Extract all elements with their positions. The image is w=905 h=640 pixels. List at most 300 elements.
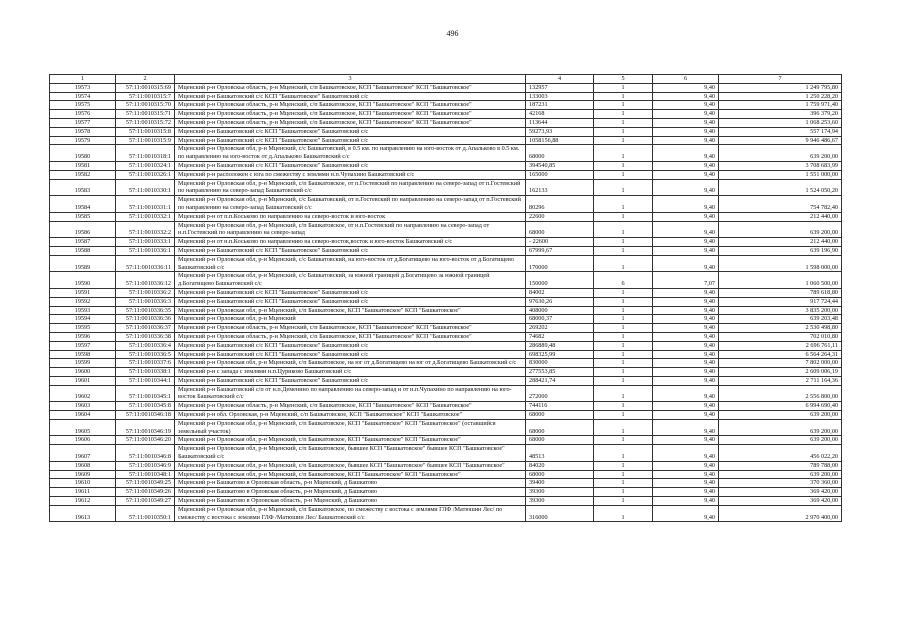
cadastral-value: 1 068 253,60 <box>719 118 842 127</box>
table-row <box>50 324 842 333</box>
cadastral-value: 212 440,00 <box>719 238 842 247</box>
area-value: 744116 <box>526 402 594 411</box>
area-value: 170000 <box>526 255 594 272</box>
row-number: 19575 <box>50 101 116 110</box>
cadastral-value: 396 379,20 <box>719 110 842 119</box>
count-value: 1 <box>594 170 653 179</box>
area-value: - 22600 <box>526 238 594 247</box>
cadastral-number: 57:11:0010333:1 <box>116 238 175 247</box>
column-header: 7 <box>719 75 842 84</box>
row-number: 19579 <box>50 136 116 145</box>
area-value: 277553,85 <box>526 368 594 377</box>
count-value: 1 <box>594 136 653 145</box>
count-value: 1 <box>594 385 653 402</box>
specific-value: 9,40 <box>653 497 719 506</box>
count-value: 1 <box>594 101 653 110</box>
location-description: Мценский р-н Башкатово в Орловская область, р-н Мценский, д Башкатово <box>175 488 526 497</box>
cadastral-number: 57:11:0010336:35 <box>116 306 175 315</box>
table-row <box>50 272 842 289</box>
specific-value: 9,40 <box>653 332 719 341</box>
table-row <box>50 332 842 341</box>
area-value: 162133 <box>526 179 594 196</box>
row-number: 19601 <box>50 376 116 385</box>
specific-value: 9,40 <box>653 376 719 385</box>
table-row <box>50 419 842 436</box>
table-row <box>50 359 842 368</box>
count-value: 1 <box>594 402 653 411</box>
column-header: 3 <box>175 75 526 84</box>
row-number: 19603 <box>50 402 116 411</box>
count-value: 1 <box>594 368 653 377</box>
cadastral-value: 789 788,00 <box>719 461 842 470</box>
row-number: 19608 <box>50 461 116 470</box>
cadastral-value: 1 598 000,00 <box>719 255 842 272</box>
cadastral-value-table <box>49 74 842 522</box>
cadastral-value: 1 759 971,40 <box>719 101 842 110</box>
table-row <box>50 376 842 385</box>
location-description: Мценский р-н Орловская обл, р-н Мценский, с/с Башкатовский, от п.Гостевский по направлению на северо-запад от п.Гостевский по направлению на северо-запад Башкатовский с/с <box>175 196 526 213</box>
cadastral-number: 57:11:0010315:69 <box>116 83 175 92</box>
area-value: 394540,85 <box>526 161 594 170</box>
cadastral-number: 57:11:0010348:1 <box>116 470 175 479</box>
location-description: Мценский р-н Башкатовский с/с КСП "Башкатовское" Башкатовский с/с <box>175 136 526 145</box>
cadastral-number: 57:11:0010336:5 <box>116 350 175 359</box>
specific-value: 9,40 <box>653 341 719 350</box>
count-value: 1 <box>594 179 653 196</box>
location-description: Мценский р-н Башкатовский с/с КСП "Башкатовское" Башкатовский с/с <box>175 297 526 306</box>
table-row <box>50 118 842 127</box>
table-row <box>50 470 842 479</box>
cadastral-value: 754 782,40 <box>719 196 842 213</box>
location-description: Мценский р-н Орловская обл, р-н Мценский, с/п Башкатовское, бывшее КСП "Башкатовское" бывшее КСП "Башкатовское" Башкатовский с/с <box>175 445 526 462</box>
specific-value: 9,40 <box>653 110 719 119</box>
cadastral-number: 57:11:0010336:37 <box>116 324 175 333</box>
row-number: 19598 <box>50 350 116 359</box>
count-value: 1 <box>594 145 653 162</box>
cadastral-value: 639 196,90 <box>719 246 842 255</box>
row-number: 19585 <box>50 212 116 221</box>
cadastral-number: 57:11:0010346:20 <box>116 436 175 445</box>
column-header: 2 <box>116 75 175 84</box>
row-number: 19605 <box>50 419 116 436</box>
location-description: Мценский р-н Башкатово в Орловская область, р-н Мценский, д Башкатово <box>175 497 526 506</box>
cadastral-value: 1 551 000,00 <box>719 170 842 179</box>
count-value: 1 <box>594 359 653 368</box>
count-value: 1 <box>594 350 653 359</box>
row-number: 19573 <box>50 83 116 92</box>
table-row <box>50 255 842 272</box>
table-row <box>50 505 842 522</box>
cadastral-value: 369 420,00 <box>719 497 842 506</box>
row-number: 19606 <box>50 436 116 445</box>
count-value: 1 <box>594 297 653 306</box>
specific-value: 9,40 <box>653 221 719 238</box>
area-value: 68000 <box>526 221 594 238</box>
location-description: Мценский р-н Башкатовский с/с КСП "Башкатовское" Башкатовский с/с <box>175 376 526 385</box>
table-row <box>50 445 842 462</box>
cadastral-number: 57:11:0010345:1 <box>116 385 175 402</box>
area-value: 165000 <box>526 170 594 179</box>
cadastral-number: 57:11:0010346:19 <box>116 419 175 436</box>
location-description: Мценский р-н Орловская обл, р-н Мценский, с/п Башкатовское, КСП "Башкатовское" КСП "Башкатовское" <box>175 470 526 479</box>
specific-value: 9,40 <box>653 127 719 136</box>
area-value: 1058156,88 <box>526 136 594 145</box>
cadastral-value: 2 530 498,80 <box>719 324 842 333</box>
count-value: 1 <box>594 505 653 522</box>
cadastral-number: 57:11:0010332:1 <box>116 212 175 221</box>
cadastral-number: 57:11:0010344:1 <box>116 376 175 385</box>
specific-value: 9,40 <box>653 505 719 522</box>
table-row <box>50 288 842 297</box>
area-value: 698325,99 <box>526 350 594 359</box>
table-row <box>50 497 842 506</box>
specific-value: 9,40 <box>653 488 719 497</box>
count-value: 1 <box>594 161 653 170</box>
row-number: 19582 <box>50 170 116 179</box>
location-description: Мценский р-н Орловская обл, р-н Мценский, с/п Башкатовское, от п.Гостевский по направлению на северо-запад от п.Гостевский по направлению на северо-запад Башкатовский с/с <box>175 179 526 196</box>
page-number: 496 <box>446 29 459 38</box>
cadastral-number: 57:11:0010350:1 <box>116 505 175 522</box>
table-row <box>50 411 842 420</box>
table-row <box>50 479 842 488</box>
cadastral-number: 57:11:0010336:38 <box>116 332 175 341</box>
cadastral-number: 57:11:0010331:1 <box>116 196 175 213</box>
location-description: Мценский р-н Орловская обл, р-н Мценский, с/п Башкатовское, КСП "Башкатовское" КСП "Башкатовское" <box>175 436 526 445</box>
specific-value: 9,40 <box>653 101 719 110</box>
row-number: 19574 <box>50 92 116 101</box>
table-row <box>50 101 842 110</box>
cadastral-number: 57:11:0010336:11 <box>116 255 175 272</box>
table-row <box>50 170 842 179</box>
column-header: 5 <box>594 75 653 84</box>
row-number: 19600 <box>50 368 116 377</box>
count-value: 1 <box>594 255 653 272</box>
count-value: 1 <box>594 497 653 506</box>
count-value: 6 <box>594 272 653 289</box>
location-description: Мценский р-н Орловская область, р-н Мценский, с/п Башкатовское, КСП "Башкатовское" КСП "Башкатовское" <box>175 402 526 411</box>
area-value: 42168 <box>526 110 594 119</box>
specific-value: 9,40 <box>653 118 719 127</box>
count-value: 1 <box>594 332 653 341</box>
area-value: 68000 <box>526 436 594 445</box>
table-row <box>50 297 842 306</box>
count-value: 1 <box>594 445 653 462</box>
cadastral-value: 1 524 050,20 <box>719 179 842 196</box>
location-description: Мценский р-н Орловская область, р-н Мценский, с/п Башкатовское, КСП "Башкатовское" КСП "Башкатовское" <box>175 118 526 127</box>
area-value: 80296 <box>526 196 594 213</box>
area-value: 286889,48 <box>526 341 594 350</box>
count-value: 1 <box>594 92 653 101</box>
count-value: 1 <box>594 110 653 119</box>
table-row <box>50 145 842 162</box>
specific-value: 9,40 <box>653 470 719 479</box>
count-value: 1 <box>594 341 653 350</box>
specific-value: 9,40 <box>653 385 719 402</box>
cadastral-value: 2 711 164,36 <box>719 376 842 385</box>
location-description: Мценский р-н Орловская обл, р-н Мценский <box>175 315 526 324</box>
table-row <box>50 221 842 238</box>
table-row <box>50 127 842 136</box>
cadastral-value: 639 200,00 <box>719 411 842 420</box>
cadastral-value: 456 022,20 <box>719 445 842 462</box>
count-value: 1 <box>594 411 653 420</box>
location-description: Мценский р-н Орловскьа область, р-н Мценский, с/п Башкатовское, КСП "Башкатовское" КСП "Башкатовское" <box>175 83 526 92</box>
specific-value: 9,40 <box>653 255 719 272</box>
location-description: Мценский р-н Орловская обл, р-н Мценский, с/п Башкатовское, от н.п.Гостевский по направлению на северо-запад от н.п.Гостевский по направлению на северо-запад <box>175 221 526 238</box>
area-value: 269202 <box>526 324 594 333</box>
area-value: 133003 <box>526 92 594 101</box>
cadastral-number: 57:11:0010315:9 <box>116 136 175 145</box>
table-row <box>50 306 842 315</box>
location-description: Мценский р-н Башкатовский с/с КСП "Башкатовское" Башкатовский с/с <box>175 350 526 359</box>
table-row <box>50 246 842 255</box>
cadastral-value: 2 556 800,00 <box>719 385 842 402</box>
count-value: 1 <box>594 461 653 470</box>
specific-value: 9,40 <box>653 445 719 462</box>
specific-value: 9,40 <box>653 145 719 162</box>
specific-value: 9,40 <box>653 419 719 436</box>
cadastral-value: 639 200,00 <box>719 436 842 445</box>
cadastral-number: 57:11:0010336:12 <box>116 272 175 289</box>
table-row <box>50 385 842 402</box>
area-value: 68000 <box>526 411 594 420</box>
row-number: 19589 <box>50 255 116 272</box>
location-description: Мценский р-н Орловская область, р-н Мценский, с/п Башкатовское, КСП "Башкатовское" КСП "Башкатовское" <box>175 101 526 110</box>
cadastral-number: 57:11:0010336:2 <box>116 288 175 297</box>
cadastral-value: 2 696 761,11 <box>719 341 842 350</box>
location-description: Мценский р-н Орловская обл, р-н Мценский, с/п Башкатовское, КСП "Башкатовское" КСП "Башкатовское" <box>175 306 526 315</box>
specific-value: 9,40 <box>653 297 719 306</box>
specific-value: 9,40 <box>653 350 719 359</box>
row-number: 19590 <box>50 272 116 289</box>
location-description: Мценский р-н Орловская обл, р-н Мценский, с/п Башкатовское, по смежеству с востока с землями ГЛФ /Матюшин Лес/ по смежеству с востока с землями ГЛФ /Матюшин Лес/ Башкатовский с/с <box>175 505 526 522</box>
location-description: Мценский р-н с запада с землями н.п.Цуриково Башкатовский с/с <box>175 368 526 377</box>
location-description: Мценский р-н обл. Орловская, р-н Мценский, с/п Башкатовское, КСП "Башкатовское" КСП "Башкатовское" <box>175 411 526 420</box>
cadastral-number: 57:11:0010349:25 <box>116 479 175 488</box>
specific-value: 9,40 <box>653 179 719 196</box>
location-description: Мценский р-н Орловская обл, р-н Мценский, с/п Башкатовское, КСП "Башкатовское" КСП "Башкатовское" (оставшийся земельный участок) <box>175 419 526 436</box>
location-description: Мценский р-н Орловская обл, р-н Мценский, с/с Башкатовский, за южной границей д.Богатищево за южной границей д.Богатищево Башкатовский с/с <box>175 272 526 289</box>
table-row <box>50 461 842 470</box>
count-value: 1 <box>594 376 653 385</box>
specific-value: 9,40 <box>653 238 719 247</box>
row-number: 19607 <box>50 445 116 462</box>
cadastral-number: 57:11:0010337:6 <box>116 359 175 368</box>
area-value: 830000 <box>526 359 594 368</box>
location-description: Мценский р-н Орловская область, р-н Мценский, с/п Башкатовское, КСП "Башкатовское" КСП "Башкатовское" <box>175 110 526 119</box>
count-value: 1 <box>594 118 653 127</box>
table-row <box>50 350 842 359</box>
area-value: 48513 <box>526 445 594 462</box>
cadastral-number: 57:11:0010315:8 <box>116 127 175 136</box>
row-number: 19602 <box>50 385 116 402</box>
cadastral-value: 3 835 200,00 <box>719 306 842 315</box>
cadastral-number: 57:11:0010318:1 <box>116 145 175 162</box>
count-value: 1 <box>594 470 653 479</box>
table-header-row <box>50 75 842 84</box>
area-value: 316000 <box>526 505 594 522</box>
row-number: 19577 <box>50 118 116 127</box>
location-description: Мценский р-н Орловская обл, р-н Мценский, с/п Башкатовское, на юг от д.Богатищево на юг от д.Богатищево Башкатовский с/с <box>175 359 526 368</box>
cadastral-number: 57:11:0010315:71 <box>116 110 175 119</box>
cadastral-value: 639 200,00 <box>719 419 842 436</box>
count-value: 1 <box>594 127 653 136</box>
specific-value: 9,40 <box>653 436 719 445</box>
row-number: 19604 <box>50 411 116 420</box>
table-row <box>50 92 842 101</box>
location-description: Мценский р-н Башкатовский с/с КСП "Башкатовское" Башкатовский с/с <box>175 341 526 350</box>
area-value: 97630,26 <box>526 297 594 306</box>
location-description: Мценский р-н расположен с юга по смежеству с землями н.п.Чупахино Башкатовский с/с <box>175 170 526 179</box>
cadastral-value: 212 440,00 <box>719 212 842 221</box>
cadastral-value: 6 564 264,31 <box>719 350 842 359</box>
location-description: Мценский р-н Башкатовский с/с КСП "Башкатовское" Башкатовский с/с <box>175 161 526 170</box>
cadastral-number: 57:11:0010338:1 <box>116 368 175 377</box>
location-description: Мценский р-н от п.п.Коськово по направлению на северо-восток и юго-восток <box>175 212 526 221</box>
row-number: 19588 <box>50 246 116 255</box>
area-value: 39300 <box>526 488 594 497</box>
cadastral-value: 639 200,00 <box>719 221 842 238</box>
area-value: 39300 <box>526 497 594 506</box>
area-value: 39400 <box>526 479 594 488</box>
row-number: 19593 <box>50 306 116 315</box>
row-number: 19597 <box>50 341 116 350</box>
specific-value: 9,40 <box>653 324 719 333</box>
specific-value: 9,40 <box>653 315 719 324</box>
count-value: 1 <box>594 238 653 247</box>
table-row <box>50 368 842 377</box>
table-row <box>50 488 842 497</box>
area-value: 150000 <box>526 272 594 289</box>
area-value: 68000,37 <box>526 315 594 324</box>
row-number: 19578 <box>50 127 116 136</box>
specific-value: 9,40 <box>653 246 719 255</box>
row-number: 19576 <box>50 110 116 119</box>
location-description: Мценский р-н Орловская область, р-н Мценский, с/п Башкатовское, КСП "Башкатовское" КСП "Башкатовское" <box>175 324 526 333</box>
row-number: 19595 <box>50 324 116 333</box>
row-number: 19580 <box>50 145 116 162</box>
specific-value: 7,07 <box>653 272 719 289</box>
cadastral-number: 57:11:0010336:3 <box>116 297 175 306</box>
count-value: 1 <box>594 488 653 497</box>
specific-value: 9,40 <box>653 359 719 368</box>
specific-value: 9,40 <box>653 136 719 145</box>
cadastral-number: 57:11:0010315:7 <box>116 92 175 101</box>
table-row <box>50 315 842 324</box>
specific-value: 9,40 <box>653 368 719 377</box>
cadastral-number: 57:11:0010346:18 <box>116 411 175 420</box>
table-row <box>50 83 842 92</box>
table-row <box>50 402 842 411</box>
cadastral-value: 3 708 683,99 <box>719 161 842 170</box>
area-value: 272000 <box>526 385 594 402</box>
row-number: 19592 <box>50 297 116 306</box>
location-description: Мценский р-н Башкатовский с/с КСП "Башкатовское" Башкатовский с/с <box>175 127 526 136</box>
cadastral-number: 57:11:0010345:8 <box>116 402 175 411</box>
specific-value: 9,40 <box>653 479 719 488</box>
table-row <box>50 196 842 213</box>
cadastral-value: 369 420,00 <box>719 488 842 497</box>
location-description: Мценский р-н Башкатовский с/с КСП "Башкатовское" Башкатовский с/с <box>175 246 526 255</box>
row-number: 19599 <box>50 359 116 368</box>
count-value: 1 <box>594 288 653 297</box>
row-number: 19596 <box>50 332 116 341</box>
column-header: 1 <box>50 75 116 84</box>
area-value: 113644 <box>526 118 594 127</box>
specific-value: 9,40 <box>653 461 719 470</box>
cadastral-number: 57:11:0010349:26 <box>116 488 175 497</box>
table-row <box>50 238 842 247</box>
row-number: 19584 <box>50 196 116 213</box>
location-description: Мценский р-н Башкатовский с/п от н.п.Деменино по направлению на северо-запад и от н.п.Чупахино по направлению на юго-восток Башкатовский с/с <box>175 385 526 402</box>
cadastral-number: 57:11:0010336:36 <box>116 315 175 324</box>
table-row <box>50 436 842 445</box>
cadastral-value: 1 249 795,80 <box>719 83 842 92</box>
location-description: Мценский р-н Орловская обл, р-н Мценский, с/с Башкатовский, в 0.5 км. по направлению на юго-восток от д.Апальково в 0.5 км. по направлению на юго-восток от д.Апальково Башкатовский с/с <box>175 145 526 162</box>
specific-value: 9,40 <box>653 196 719 213</box>
cadastral-value: 789 618,80 <box>719 288 842 297</box>
row-number: 19594 <box>50 315 116 324</box>
cadastral-number: 57:11:0010332:2 <box>116 221 175 238</box>
cadastral-number: 57:11:0010346:8 <box>116 445 175 462</box>
table-row <box>50 341 842 350</box>
specific-value: 9,40 <box>653 402 719 411</box>
area-value: 132957 <box>526 83 594 92</box>
count-value: 1 <box>594 221 653 238</box>
row-number: 19609 <box>50 470 116 479</box>
specific-value: 9,40 <box>653 212 719 221</box>
specific-value: 9,40 <box>653 170 719 179</box>
cadastral-value: 639 200,00 <box>719 145 842 162</box>
specific-value: 9,40 <box>653 306 719 315</box>
cadastral-number: 57:11:0010315:70 <box>116 101 175 110</box>
specific-value: 9,40 <box>653 161 719 170</box>
area-value: 59273,93 <box>526 127 594 136</box>
specific-value: 9,40 <box>653 83 719 92</box>
area-value: 187231 <box>526 101 594 110</box>
area-value: 84020 <box>526 461 594 470</box>
specific-value: 9,40 <box>653 411 719 420</box>
location-description: Мценский р-н Башкатовский с/с КСП "Башкатовское" Башкатовский с/с <box>175 288 526 297</box>
count-value: 1 <box>594 479 653 488</box>
row-number: 19611 <box>50 488 116 497</box>
row-number: 19587 <box>50 238 116 247</box>
cadastral-value: 1 060 500,00 <box>719 272 842 289</box>
table-row <box>50 212 842 221</box>
count-value: 1 <box>594 196 653 213</box>
cadastral-value: 1 250 228,20 <box>719 92 842 101</box>
area-value: 408000 <box>526 306 594 315</box>
cadastral-value: 2 970 400,00 <box>719 505 842 522</box>
area-value: 288421,74 <box>526 376 594 385</box>
count-value: 1 <box>594 324 653 333</box>
row-number: 19591 <box>50 288 116 297</box>
specific-value: 9,40 <box>653 288 719 297</box>
location-description: Мценский р-н Башкатово в Орловская область, р-н Мценский, д Башкатово <box>175 479 526 488</box>
location-description: Мценский р-н Орловская обл, р-н Мценский, с/с Башкатовский, на юго-восток от д.Богатищево на юго-восток от д.Богатищево Башкатовский с/с <box>175 255 526 272</box>
count-value: 1 <box>594 419 653 436</box>
table-row <box>50 110 842 119</box>
count-value: 1 <box>594 306 653 315</box>
cadastral-value: 917 724,44 <box>719 297 842 306</box>
area-value: 84002 <box>526 288 594 297</box>
count-value: 1 <box>594 212 653 221</box>
count-value: 1 <box>594 315 653 324</box>
cadastral-number: 57:11:0010336:4 <box>116 341 175 350</box>
cadastral-number: 57:11:0010349:27 <box>116 497 175 506</box>
location-description: Мценский р-н Орловская область, р-н Мценский, с/п Башкатовское, КСП "Башкатовское" КСП "Башкатовское" <box>175 332 526 341</box>
row-number: 19610 <box>50 479 116 488</box>
